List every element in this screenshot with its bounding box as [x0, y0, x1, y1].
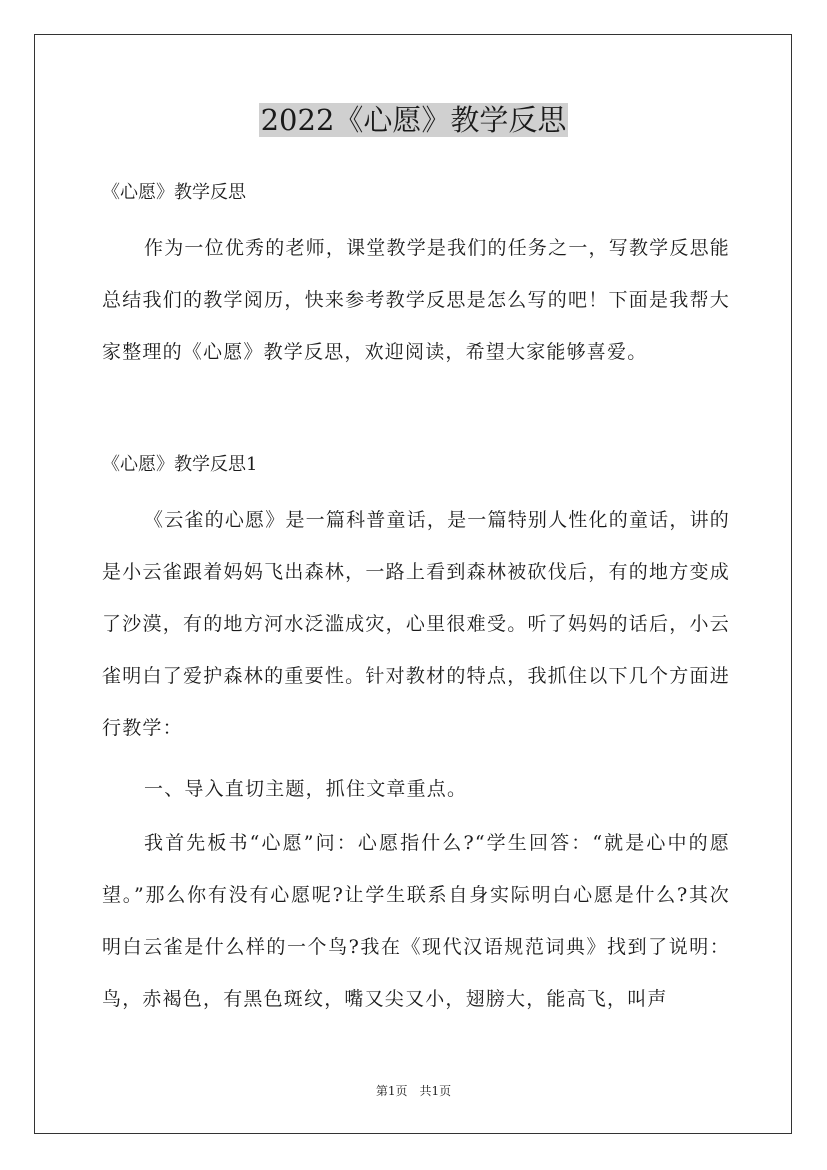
section1-paragraph-3: 我首先板书“心愿”问：心愿指什么?“学生回答：“就是心中的愿望。”那么你有没有心愿呢?让学生联系自身实际明白心愿是什么?其次明白云雀是什么样的一个鸟?我在《现代汉语规范词典》找到了说明：鸟，赤褐色，有黑色斑纹，嘴又尖又小，翅膀大，能高飞，叫声: [102, 832, 730, 1010]
section1-paragraph-1: 《云雀的心愿》是一篇科普童话，是一篇特别人性化的童话，讲的是小云雀跟着妈妈飞出森林，一路上看到森林被砍伐后，有的地方变成了沙漠，有的地方河水泛滥成灾，心里很难受。听了妈妈的话后，小云雀明白了爱护森林的重要性。针对教材的特点，我抓住以下几个方面进行教学：: [102, 509, 730, 739]
document-title-text: 2022《心愿》教学反思: [260, 103, 567, 137]
document-title: [0, 100, 827, 140]
section-heading-1: 《心愿》教学反思1: [102, 454, 258, 475]
intro-paragraph: 作为一位优秀的老师，课堂教学是我们的任务之一，写教学反思能总结我们的教学阅历，快来参考教学反思是怎么写的吧！下面是我帮大家整理的《心愿》教学反思，欢迎阅读，希望大家能够喜爱。: [102, 237, 730, 363]
document-subtitle: 《心愿》教学反思: [102, 182, 246, 203]
section1-paragraph-2: 一、导入直切主题，抓住文章重点。: [144, 778, 468, 800]
page-footer: 第1页 共1页: [375, 1084, 452, 1098]
